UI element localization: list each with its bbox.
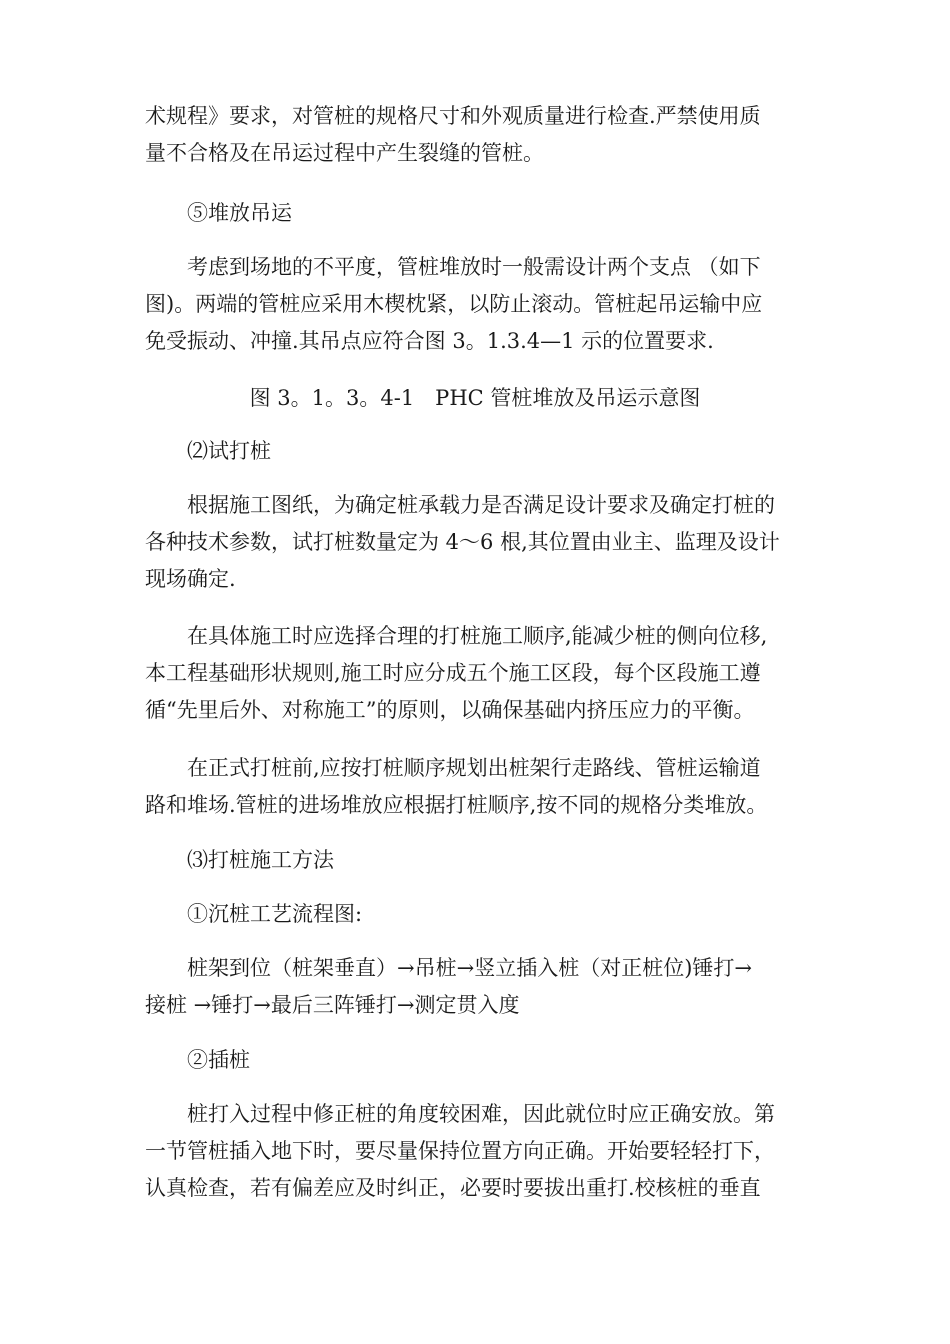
paragraph-insert (145, 1096, 817, 1207)
text-line: 术规程》要求，对管桩的规格尺寸和外观质量进行检查.严禁使用质 (145, 104, 761, 128)
text-line: 桩架到位（桩架垂直）→吊桩→竖立插入桩（对正桩位)锤打→ (187, 956, 752, 980)
heading-text: ①沉桩工艺流程图: (187, 902, 363, 926)
text-line: 免受振动、冲撞.其吊点应符合图 3。1.3.4—1 示的位置要求. (145, 329, 714, 353)
paragraph-trial (145, 487, 817, 598)
text-line: 接桩 →锤打→最后三阵锤打→测定贯入度 (145, 993, 520, 1017)
text-line: 现场确定. (145, 567, 236, 591)
paragraph-inspection (145, 98, 817, 172)
text-line: 本工程基础形状规则,施工时应分成五个施工区段，每个区段施工遵 (145, 661, 761, 685)
text-line: 路和堆场.管桩的进场堆放应根据打桩顺序,按不同的规格分类堆放。 (145, 793, 768, 817)
heading-text: ⑤堆放吊运 (187, 201, 292, 225)
text-line: 在具体施工时应选择合理的打桩施工顺序,能减少桩的侧向位移, (187, 624, 768, 648)
text-line: 一节管桩插入地下时，要尽量保持位置方向正确。开始要轻轻打下， (145, 1139, 775, 1163)
text-line: 各种技术参数，试打桩数量定为 4～6 根,其位置由业主、监理及设计 (145, 530, 780, 554)
section-heading-method (145, 842, 817, 879)
section-heading-flow (145, 896, 817, 933)
text-line: 桩打入过程中修正桩的角度较困难，因此就位时应正确安放。第 (187, 1102, 775, 1126)
text-line: 考虑到场地的不平度，管桩堆放时一般需设计两个支点 （如下 (187, 255, 761, 279)
paragraph-stacking (145, 249, 817, 360)
heading-text: ⑶打桩施工方法 (187, 848, 334, 872)
section-heading-stacking (145, 195, 817, 232)
heading-text: ②插桩 (187, 1048, 250, 1072)
paragraph-flow (145, 950, 817, 1024)
text-line: 量不合格及在吊运过程中产生裂缝的管桩。 (145, 141, 544, 165)
text-line: 循“先里后外、对称施工”的原则，以确保基础内挤压应力的平衡。 (145, 698, 755, 722)
text-line: 认真检查，若有偏差应及时纠正，必要时要拔出重打.校核桩的垂直 (145, 1176, 761, 1200)
text-line: 图)。两端的管桩应采用木楔枕紧，以防止滚动。管桩起吊运输中应 (145, 292, 763, 316)
paragraph-route (145, 750, 817, 824)
text-line: 在正式打桩前,应按打桩顺序规划出桩架行走路线、管桩运输道 (187, 756, 761, 780)
figure-caption: 图 3。1。3。4-1 PHC 管桩堆放及吊运示意图 (249, 386, 701, 410)
section-heading-trial (145, 433, 817, 470)
section-heading-insert (145, 1042, 817, 1079)
heading-text: ⑵试打桩 (187, 439, 271, 463)
text-line: 根据施工图纸，为确定桩承载力是否满足设计要求及确定打桩的 (187, 493, 775, 517)
paragraph-sequence (145, 618, 817, 729)
